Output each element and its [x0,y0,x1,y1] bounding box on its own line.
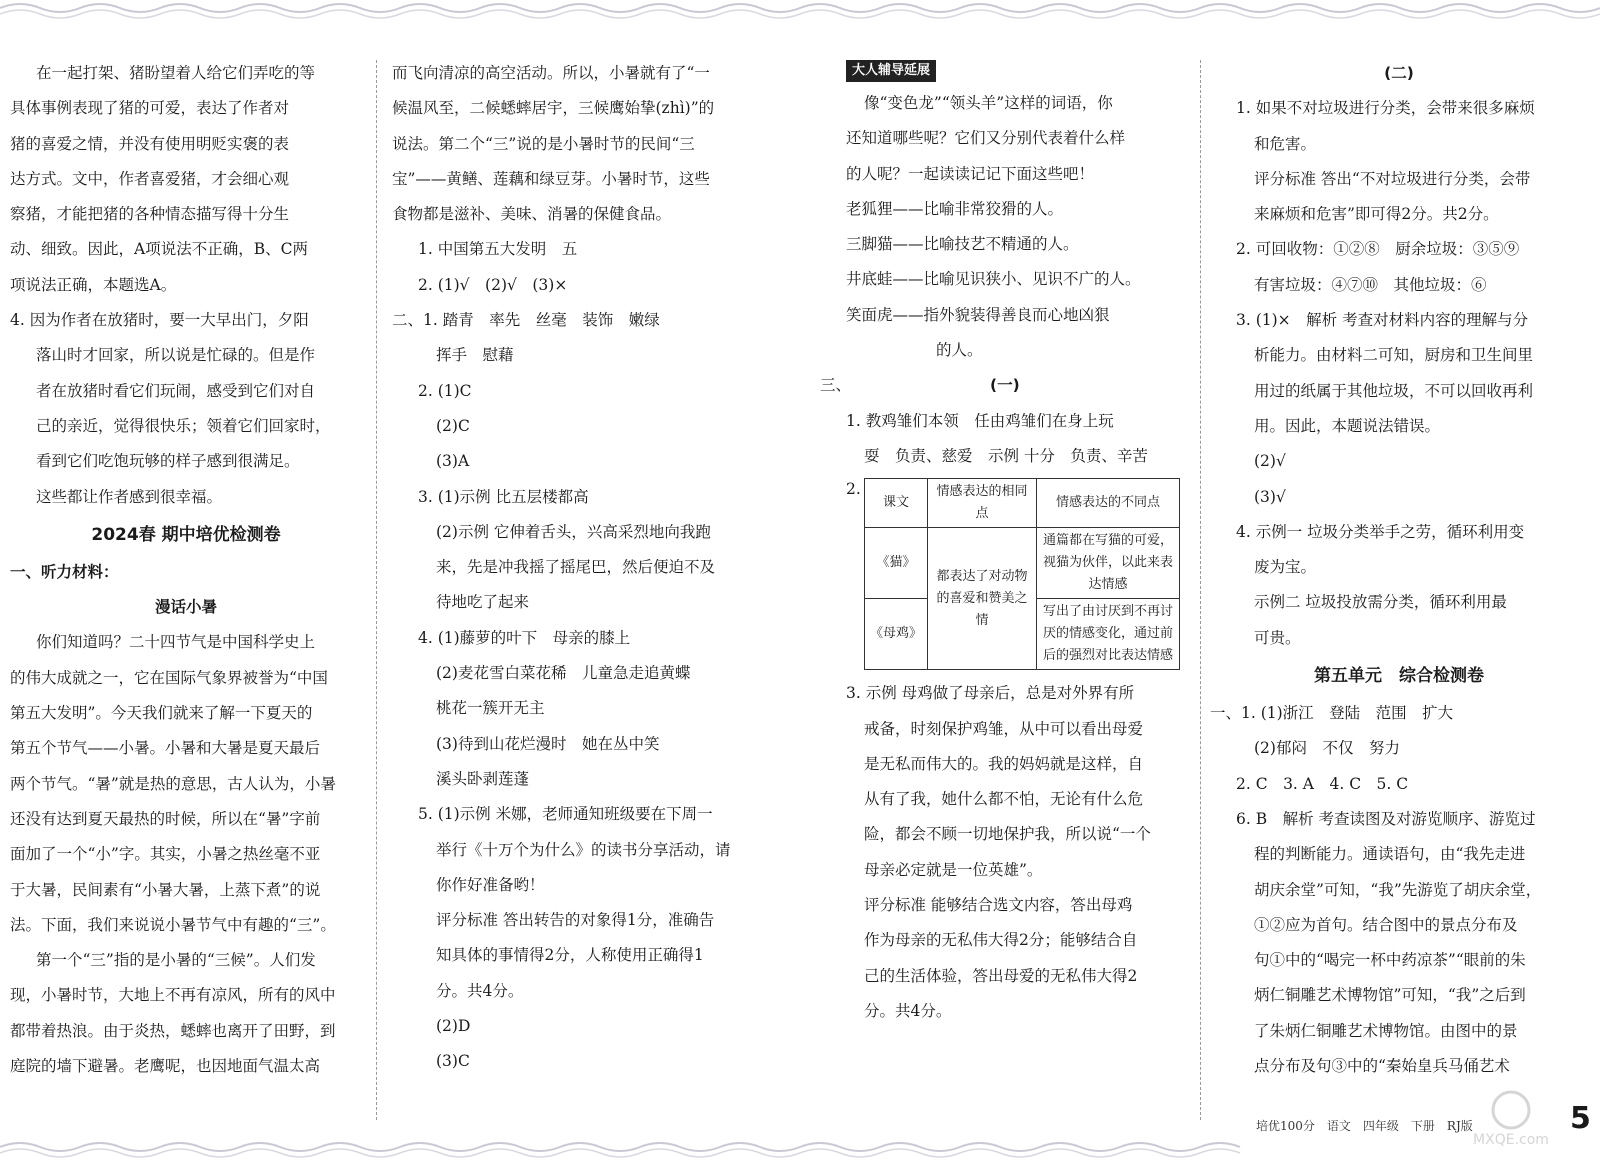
answer-line: 母亲必定就是一位英雄”。 [864,860,1043,879]
answer-line: 从有了我，她什么都不怕，无论有什么危 [864,790,1144,809]
text-line: 4. 因为作者在放猪时，要一大早出门，夕阳 [10,311,309,330]
answer-line: 你作好准备哟！ [436,875,545,894]
answer-line: 胡庆余堂”可知，“我”先游览了胡庆余堂， [1254,880,1542,899]
answer-line: 废为宝。 [1254,558,1317,577]
answer-line: (3)√ [1254,487,1286,506]
scoring-line: 分。共4分。 [864,1001,952,1020]
answer-line: 2. (1)√ (2)√ (3)× [418,275,568,294]
text-line: 庭院的墙下避暑。老鹰呢，也因地面气温太高 [10,1057,321,1076]
text-line: 这些都让作者感到很幸福。 [36,487,223,506]
scoring-line: 评分标准 答出“不对垃圾进行分类，会带 [1254,169,1531,188]
table-cell: 写出了由讨厌到不再讨厌的情感变化，通过前后的强烈对比表达情感 [1037,599,1180,670]
scoring-line: 作为母亲的无私伟大得2分；能够结合自 [864,931,1138,950]
text-line: 两个节气。“暑”就是热的意思，古人认为，小暑 [10,774,336,793]
answer-line: (2)郁闷 不仅 努力 [1254,739,1400,758]
text-line: 候温风至，二候蟋蟀居宇，三候鹰始挚(zhì)”的 [392,99,715,118]
text-line: 第五个节气——小暑。小暑和大暑是夏天最后 [10,739,321,758]
text-line: 落山时才回家，所以说是忙碌的。但是作 [36,346,316,365]
text-line: 于大暑，民间素有“小暑大暑，上蒸下煮”的说 [10,880,321,899]
answer-line: 3. (1)× 解析 考查对材料内容的理解与分 [1236,311,1529,330]
text-line: 第一个“三”指的是小暑的“三候”。人们发 [36,951,316,970]
text-line: 还没有达到夏天最热的时候，所以在“暑”字前 [10,809,321,828]
column-divider [376,60,377,1120]
exam-title: 2024春 期中培优检测卷 [91,524,281,545]
answer-line: 有害垃圾：④⑦⑩ 其他垃圾：⑥ [1254,275,1487,294]
scoring-line: 评分标准 答出转告的对象得1分，准确告 [436,911,715,930]
text-line: 猪的喜爱之情，并没有使用明贬实褒的表 [10,134,290,153]
answer-line: (2)示例 它伸着舌头，兴高采烈地向我跑 [436,522,711,541]
subsection-title: (一) [990,376,1020,395]
answer-line: 桃花一簇开无主 [436,699,545,718]
passage-title: 漫话小暑 [154,598,217,617]
answer-line: 5. (1)示例 米娜，老师通知班级要在下周一 [418,805,713,824]
column-1 [10,56,362,1084]
text-line: 三脚猫——比喻技艺不精通的人。 [846,235,1079,254]
text-line: 宝”——黄鳝、莲藕和绿豆芽。小暑时节，这些 [392,169,710,188]
scoring-line: 己的生活体验，答出母爱的无私伟大得2 [864,966,1138,985]
subsection-title: (二) [1384,64,1414,82]
section-number: 三、 [820,376,852,395]
text-line: 法。下面，我们来说说小暑节气中有趣的“三”。 [10,915,336,934]
scoring-line: 知具体的事情得2分，人称使用正确得1 [436,946,704,965]
scoring-line: 分。共4分。 [436,981,524,1000]
answer-line: 6. B 解析 考查读图及对游览顺序、游览过 [1236,809,1536,828]
text-line: 达方式。文中，作者喜爱猪，才会细心观 [10,169,290,188]
answer-line: 1. 如果不对垃圾进行分类，会带来很多麻烦 [1236,99,1535,118]
page-footer: 培优100分 语文 四年级 下册 RJ版 [1256,1119,1473,1133]
answer-line: 1. 教鸡雏们本领 任由鸡雏们在身上玩 [846,411,1114,430]
answer-line: (3)A [436,452,470,471]
text-line: 察猪，才能把猪的各种情态描写得十分生 [10,205,290,224]
tutoring-extension-label: 大人辅导延展 [846,60,936,82]
answer-line: 示例二 垃圾投放需分类，循环利用最 [1254,593,1507,612]
answer-line: 4. (1)藤萝的叶下 母亲的膝上 [418,628,631,647]
table-cell: 通篇都在写猫的可爱，视猫为伙伴，以此来表达情感 [1037,528,1180,599]
answer-line: 举行《十万个为什么》的读书分享活动，请 [436,840,731,859]
answer-line: 3. (1)示例 比五层楼都高 [418,487,589,506]
comparison-table-block [820,478,1200,670]
answer-line: 2. C 3. A 4. C 5. C [1236,774,1409,793]
answer-line: 来，先是冲我摇了摇尾巴，然后便迫不及 [436,558,716,577]
answer-line: 3. 示例 母鸡做了母亲后，总是对外界有所 [846,684,1135,703]
answer-line: 可贵。 [1254,628,1301,647]
column-divider [1200,60,1201,1120]
answer-line: 句①中的“喝完一杯中药凉茶”“眼前的朱 [1254,951,1526,970]
answer-line: 炳仁铜雕艺术博物馆”可知，“我”之后到 [1254,986,1526,1005]
answer-line: 二、1. 踏青 率先 丝毫 装饰 嫩绿 [392,311,660,330]
text-line: 看到它们吃饱玩够的样子感到很满足。 [36,452,300,471]
answer-line: 用。因此，本题说法错误。 [1254,416,1441,435]
text-line: 者在放猪时看它们玩闹，感受到它们对自 [36,381,316,400]
answer-line: 耍 负责、慈爱 示例 十分 负责、辛苦 [864,446,1148,465]
text-line: 像“变色龙”“领头羊”这样的词语，你 [864,94,1113,112]
answer-line: (2)麦花雪白菜花稀 儿童急走追黄蝶 [436,664,691,683]
table-header: 情感表达的不同点 [1037,479,1180,528]
answer-line: 是无私而伟大的。我的妈妈就是这样，自 [864,754,1144,773]
answer-line: 待地吃了起来 [436,593,530,612]
answer-line: (3)C [436,1052,470,1071]
text-line: 说法。第二个“三”说的是小暑时节的民间“三 [392,134,695,153]
answer-line: 2. 可回收物：①②⑧ 厨余垃圾：③⑤⑨ [1236,240,1520,259]
answer-line: 4. 示例一 垃圾分类举手之劳，循环利用变 [1236,522,1525,541]
column-3 [820,56,1200,1029]
text-line: 你们知道吗？二十四节气是中国科学史上 [36,633,316,652]
text-line: 具体事例表现了猪的可爱，表达了作者对 [10,99,290,118]
text-line: 笑面虎——指外貌装得善良而心地凶狠 [846,305,1110,324]
text-line: 己的亲近，觉得很快乐；领着它们回家时， [36,416,331,435]
answer-line: 戒备，时刻保护鸡雏，从中可以看出母爱 [864,719,1144,738]
bottom-wave-border [0,1139,1600,1161]
answer-line: 点分布及句③中的“秦始皇兵马俑艺术 [1254,1057,1510,1076]
answer-line: 挥手 慰藉 [436,346,514,365]
table-cell: 都表达了对动物的喜爱和赞美之情 [928,528,1037,670]
answer-line: (3)待到山花烂漫时 她在丛中笑 [436,734,660,753]
page-number: 5 [1570,1101,1591,1136]
answer-line: 了朱炳仁铜雕艺术博物馆。由图中的景 [1254,1021,1518,1040]
text-line: 的伟大成就之一，它在国际气象界被誉为“中国 [10,668,328,687]
top-wave-border [0,0,1600,22]
answer-line: (2)C [436,416,470,435]
watermark-text: MXQE.com [1473,1132,1549,1148]
text-line: 面加了一个“小”字。其实，小暑之热丝毫不亚 [10,845,321,864]
text-line: 还知道哪些呢？它们又分别代表着什么样 [846,129,1126,148]
text-line: 现，小暑时节，大地上不再有凉风，所有的风中 [10,986,336,1005]
text-line: 动、细致。因此，A项说法不正确，B、C两 [10,240,308,259]
text-line: 的人呢？一起读读记记下面这些吧！ [846,164,1095,183]
answer-line: (2)√ [1254,452,1286,471]
table-cell: 《猫》 [865,528,928,599]
column-2 [392,56,764,1080]
unit-title: 第五单元 综合检测卷 [1314,666,1484,687]
answer-line: (2)D [436,1017,471,1036]
answer-line: ①②应为首句。结合图中的景点分布及 [1254,915,1518,934]
answer-line: 2. (1)C [418,381,472,400]
text-line: 井底蛙——比喻见识狭小、见识不广的人。 [846,270,1141,289]
text-line: 第五大发明”。今天我们就来了解一下夏天的 [10,704,313,723]
section-heading: 一、听力材料： [10,562,119,581]
text-line: 的人。 [936,341,983,360]
section-row [820,368,1200,403]
answer-line: 用过的纸属于其他垃圾，不可以回收再利 [1254,381,1534,400]
text-line: 食物都是滋补、美味、消暑的保健食品。 [392,205,672,224]
scoring-line: 评分标准 能够结合选文内容，答出母鸡 [864,896,1133,915]
text-line: 老狐狸——比喻非常狡猾的人。 [846,199,1064,218]
answer-line: 溪头卧剥莲蓬 [436,769,530,788]
scoring-line: 来麻烦和危害”即可得2分。共2分。 [1254,205,1499,224]
answer-line: 险，都会不顾一切地保护我，所以说“一个 [864,825,1151,844]
table-header: 课文 [865,479,928,528]
question-number: 2. [846,480,861,499]
comparison-table [864,478,1180,670]
table-cell: 《母鸡》 [865,599,928,670]
answer-line: 程的判断能力。通读语句，由“我先走进 [1254,845,1526,864]
text-line: 而飞向清凉的高空活动。所以，小暑就有了“一 [392,64,710,82]
text-line: 在一起打架、猪盼望着人给它们弄吃的等 [36,64,316,82]
answer-line: 1. 中国第五大发明 五 [418,240,578,259]
table-header: 情感表达的相同点 [928,479,1037,528]
column-4 [1210,56,1588,1084]
text-line: 都带着热浪。由于炎热，蟋蟀也离开了田野，到 [10,1021,336,1040]
answer-line: 析能力。由材料二可知，厨房和卫生间里 [1254,346,1534,365]
answer-line: 一、1. (1)浙江 登陆 范围 扩大 [1210,704,1454,723]
text-line: 项说法正确，本题选A。 [10,275,177,294]
answer-line: 和危害。 [1254,134,1317,153]
